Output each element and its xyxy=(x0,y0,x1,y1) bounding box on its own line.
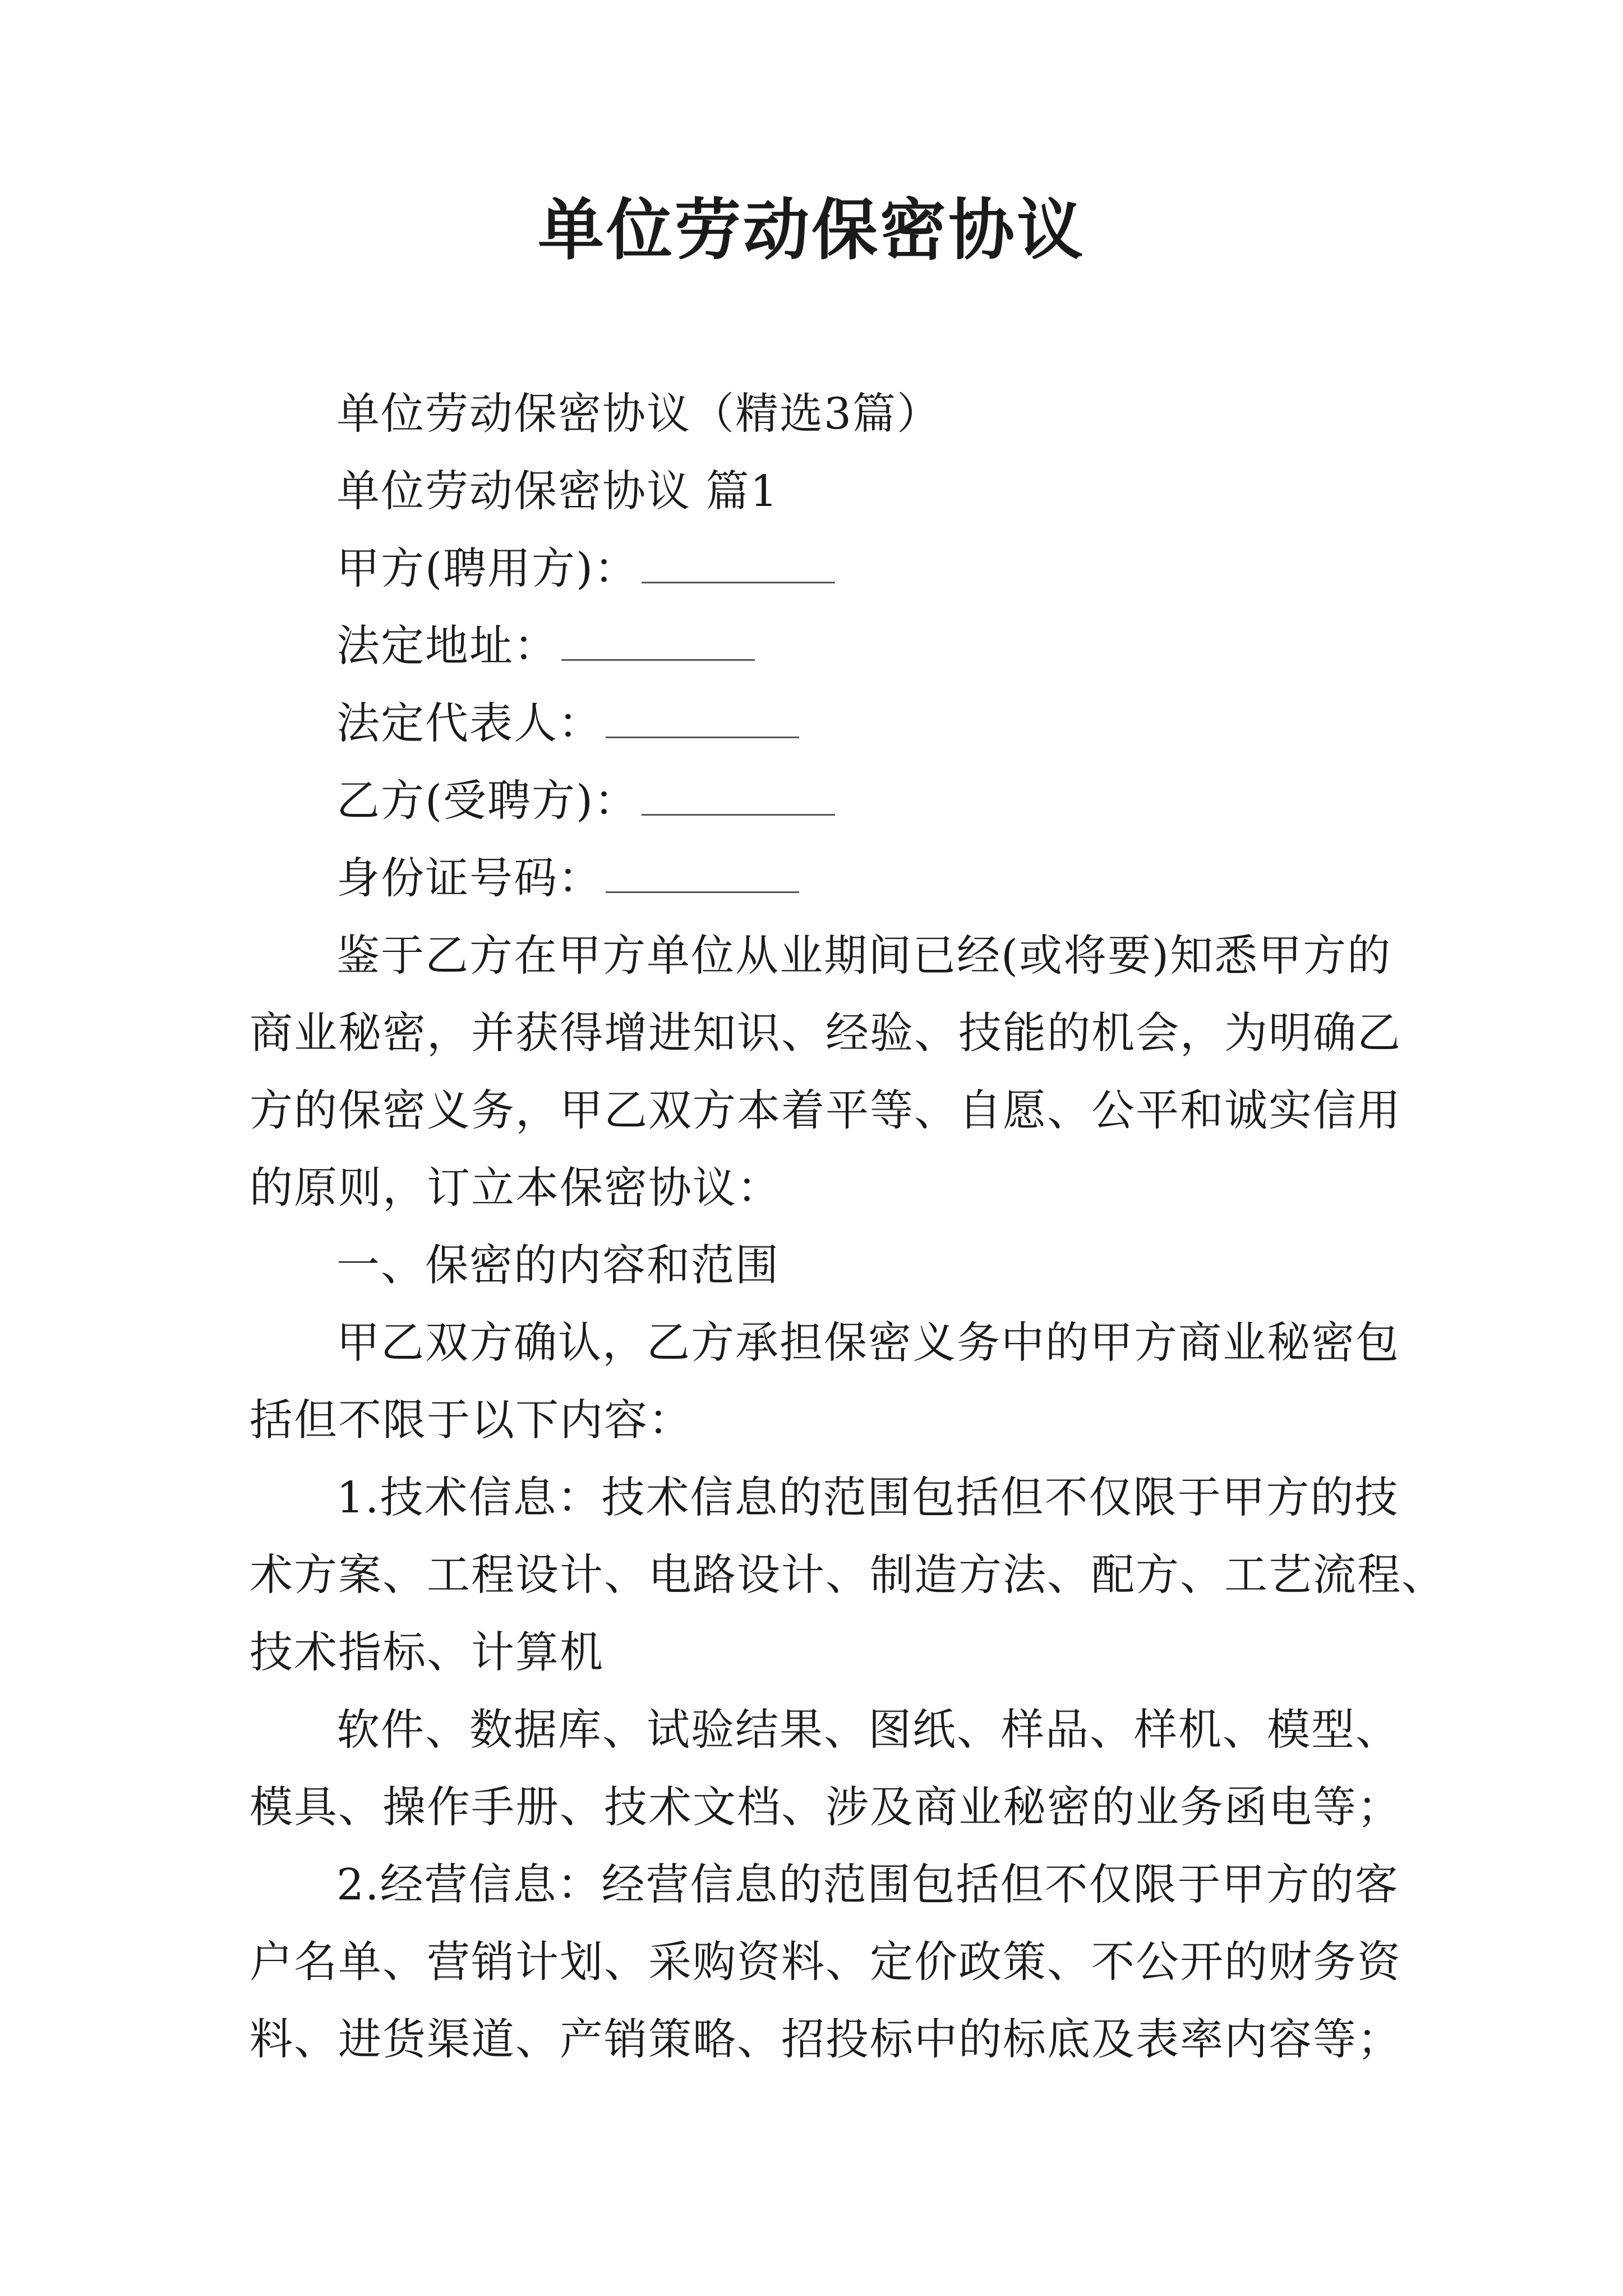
id-number-label: 身份证号码： xyxy=(336,854,602,904)
business-info-line-1: 2.经营信息：经营信息的范围包括但不仅限于甲方的客 xyxy=(336,1860,1399,1910)
business-info-line-3: 料、进货渠道、产销策略、招投标中的标底及表率内容等； xyxy=(250,2015,1401,2065)
party-a-label: 甲方(聘用方)： xyxy=(336,544,639,594)
legal-rep-label: 法定代表人： xyxy=(336,699,602,749)
legal-address-label: 法定地址： xyxy=(336,622,558,671)
intro-line-4: 的原则，订立本保密协议： xyxy=(250,1163,781,1213)
party-b-row xyxy=(250,763,1394,840)
section-heading-1: 一、保密的内容和范围 xyxy=(336,1241,780,1291)
tech-info-line-1: 1.技术信息：技术信息的范围包括但不仅限于甲方的技 xyxy=(336,1473,1399,1523)
legal-address-blank xyxy=(561,620,755,661)
party-b-blank xyxy=(642,775,835,816)
intro-line-2: 商业秘密，并获得增进知识、经验、技能的机会，为明确乙 xyxy=(250,1009,1401,1059)
party-a-row xyxy=(250,531,1394,608)
tech-info-line-2: 术方案、工程设计、电路设计、制造方法、配方、工艺流程、 xyxy=(250,1550,1446,1600)
confirm-line-2: 括但不限于以下内容： xyxy=(250,1396,693,1446)
legal-address-row xyxy=(250,608,1394,685)
party-a-blank xyxy=(642,542,835,583)
business-info-line-2: 户名单、营销计划、采购资料、定价政策、不公开的财务资 xyxy=(250,1938,1401,1987)
document-title: 单位劳动保密协议 xyxy=(537,191,1085,269)
document-body xyxy=(250,376,1446,2079)
subtitle-selection: 单位劳动保密协议（精选3篇） xyxy=(336,389,941,439)
article-heading: 单位劳动保密协议 篇1 xyxy=(336,467,779,517)
id-number-row xyxy=(250,840,1394,918)
id-number-blank xyxy=(606,852,799,893)
software-line-1: 软件、数据库、试验结果、图纸、样品、样机、模型、 xyxy=(336,1705,1400,1755)
legal-rep-blank xyxy=(606,697,799,738)
party-b-label: 乙方(受聘方)： xyxy=(336,776,639,826)
tech-info-line-3: 技术指标、计算机 xyxy=(250,1628,604,1678)
intro-line-3: 方的保密义务，甲乙双方本着平等、自愿、公平和诚实信用 xyxy=(250,1086,1401,1136)
legal-rep-row xyxy=(250,685,1394,763)
software-line-2: 模具、操作手册、技术文档、涉及商业秘密的业务函电等； xyxy=(250,1783,1401,1833)
intro-line-1: 鉴于乙方在甲方单位从业期间已经(或将要)知悉甲方的 xyxy=(336,931,1392,981)
confirm-line-1: 甲乙双方确认，乙方承担保密义务中的甲方商业秘密包 xyxy=(336,1318,1400,1368)
